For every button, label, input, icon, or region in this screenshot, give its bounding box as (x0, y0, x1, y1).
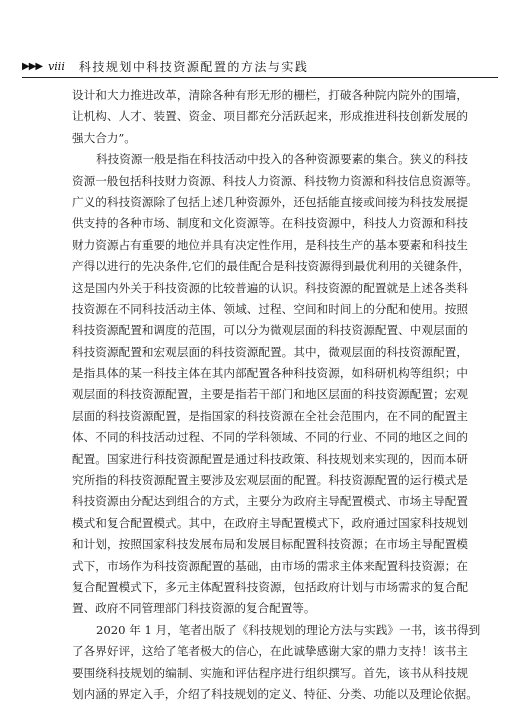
paragraph (72, 620, 481, 706)
page-number: viii (48, 59, 65, 73)
text-line: 层面的科技资源配置，是指国家的科技资源在全社会范围内，在不同的配置主 (72, 408, 468, 423)
text-line: 广义的科技资源除了包括上述几种资源外，还包括能直接或间接为科技发展提 (72, 194, 468, 209)
text-line: 财力资源占有重要的地位并具有决定性作用，是科技生产的基本要素和科技生 (72, 237, 468, 252)
text-line: 设计和大力推进改革，清除各种有形无形的栅栏，打破各种院内院外的围墙， (72, 88, 468, 102)
text-line: 是指具体的某一科技主体在其内部配置各种科技资源，如科研机构等组织；中 (72, 366, 468, 381)
text-line: 式下，市场作为科技资源配置的基础，由市场的需求主体来配置科技资源；在 (72, 558, 468, 573)
header-arrows-icon: ▶▶▶ (22, 60, 43, 72)
paragraph (72, 85, 468, 149)
text-line: 了各界好评，这给了笔者极大的信心，在此诚挚感谢大家的鼎力支持！该书主 (72, 644, 468, 659)
text-line: 究所指的科技资源配置主要涉及宏观层面的配置。科技资源配置的运行模式是 (72, 473, 468, 488)
text-line: 配置。国家进行科技资源配置是通过科技政策、科技规划来实现的，因而本研 (72, 451, 468, 466)
text-line: 置、政府不同管理部门科技资源的复合配置等。 (72, 601, 316, 616)
text-line: 产得以进行的先决条件,它们的最佳配合是科技资源得到最优利用的关键条件， (72, 259, 470, 274)
text-line: 科技资源配置和调度的范围，可以分为微观层面的科技资源配置、中观层面的 (72, 323, 468, 338)
text-line: 这是国内外关于科技资源的比较普遍的认识。科技资源的配置就是上述各类科 (72, 280, 468, 295)
text-line: 技资源在不同科技活动主体、领域、过程、空间和时间上的分配和使用。按照 (72, 301, 468, 316)
text-line: 和计划，按照国家科技发展布局和发展目标配置科技资源；在市场主导配置模 (72, 537, 468, 552)
text-line: 要围绕科技规划的编制、实施和评估程序进行组织撰写。首先，该书从科技规 (72, 665, 468, 680)
running-title: 科技规划中科技资源配置的方法与实践 (78, 59, 309, 74)
text-line: 体、不同的科技活动过程、不同的学科领域、不同的行业、不同的地区之间的 (72, 430, 468, 445)
text-line: 2020 年 1 月，笔者出版了《科技规划的理论方法与实践》一书，该书得到 (96, 622, 481, 637)
text-line: 供支持的各种市场、制度和文化资源等。在科技资源中，科技人力资源和科技 (72, 216, 468, 231)
text-line: 模式和复合配置模式。其中，在政府主导配置模式下，政府通过国家科技规划 (72, 515, 468, 530)
text-line: 科技资源配置和宏观层面的科技资源配置。其中，微观层面的科技资源配置， (72, 344, 468, 359)
text-line: 复合配置模式下，多元主体配置科技资源，包括政府计划与市场需求的复合配 (72, 579, 468, 594)
text-line: 科技资源由分配达到组合的方式，主要分为政府主导配置模式、市场主导配置 (72, 494, 468, 509)
text-line: 强大合力”。 (72, 130, 136, 145)
text-line: 划内涵的界定入手，介绍了科技规划的定义、特征、分类、功能以及理论依据。 (72, 686, 478, 701)
paragraph (72, 149, 478, 620)
text-line: 观层面的科技资源配置，主要是指若干部门和地区层面的科技资源配置；宏观 (72, 387, 468, 402)
body-text (72, 85, 481, 705)
text-line: 让机构、人才、装置、资金、项目都充分活跃起来，形成推进科技创新发展的 (72, 109, 468, 124)
text-line: 科技资源一般是指在科技活动中投入的各种资源要素的集合。狭义的科技 (96, 152, 468, 167)
running-header (22, 55, 498, 78)
text-line: 资源一般包括科技财力资源、科技人力资源、科技物力资源和科技信息资源等。 (72, 173, 478, 188)
